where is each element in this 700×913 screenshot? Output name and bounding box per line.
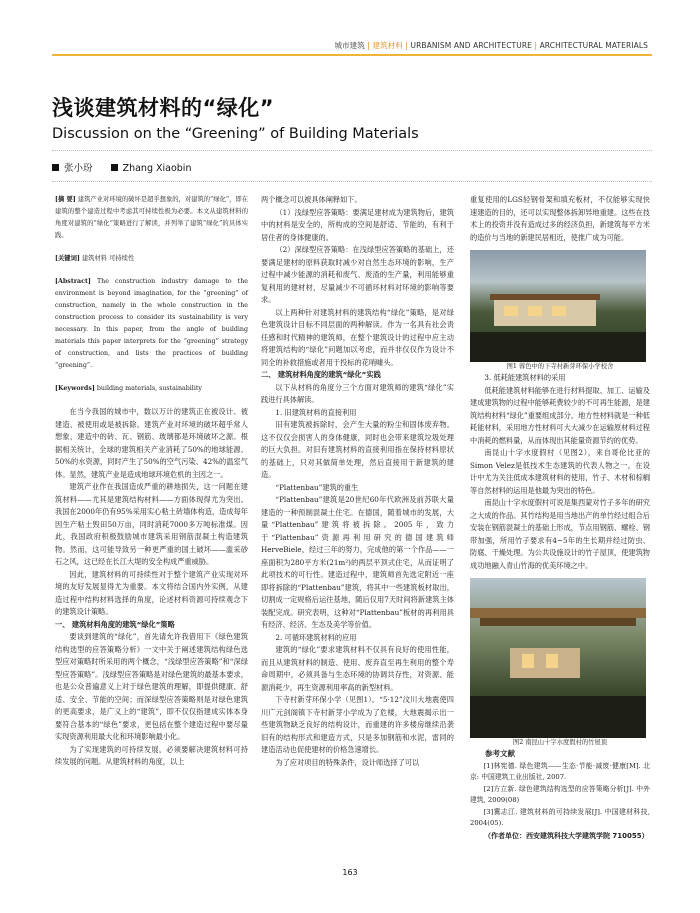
figure-1-caption: 图1 蓉色中的下寺村新芽环保小学校舍 [506, 363, 614, 370]
keywords-en: [Keywords] building materials, sustainability [55, 385, 202, 392]
column-1 [55, 194, 248, 769]
figure-2-photo [470, 578, 646, 738]
paragraph: 因此，建筑材料的可持续性对于整个建筑产业实现对环境的友好发展显得尤为重要。本文将结合国内外实例，从建造过程中结构材料选择的角度，论述材料资源可持续观念下的建筑设计策略。 [55, 569, 248, 616]
keywords-zh: [关键词] 建筑材料 可持续性 [55, 255, 135, 262]
paragraph: （2）深绿型应答策略：在浅绿型应答策略的基础上，还要满足建材的原料获取时减少对自然生态环境的影响，生产过程中减少能源的消耗和废气、废渣的生产量，利用能够重复利用的建材材，尽量减少不可循环材料对环境的影响等要求。 [261, 245, 454, 304]
running-header [334, 40, 648, 51]
paragraph: 在当今我国的城市中，数以万计的建筑正在被设计、被建造、被使用或是被拆除。建筑产业对环境的破坏超乎常人想象，建造中的砖、瓦、钢筋、玻璃都是环境破坏之源。根据相关统计，全球的建筑相关产业消耗了50%的地球能源、50%的水资源，同时产生了50%的空气污染、42%的温室气体。显然，建筑产业是造成地球环境危机的主因之一。 [55, 407, 248, 479]
paragraph: 建筑的“绿化”要求建筑材料不仅具有良好的使用性能，而且从建筑材料的制造、使用、废弃直至再生利用的整个寿命周期中，必须具备与生态环境的协调共存性，对资源、能源消耗少，再生资源利用率高的新型材料。 [261, 645, 454, 692]
paragraph: （1）浅绿型应答策略：要满足建材成为建筑物后，建筑中的材料是安全的，所构成的空间是舒适、节能的，有利于居住者的身体健康的。 [261, 207, 454, 242]
page-number: 163 [342, 868, 358, 877]
divider [52, 150, 652, 151]
column-3 [470, 194, 650, 842]
subheading: 1. 旧建筑材料的直接利用 [275, 407, 357, 417]
paragraph: 南昆山十字水度假村（见图2），来自哥伦比亚的Simon Velez是低技术生态建筑的代表人物之一，在设计中尤为关注低成本建筑材料的使用，竹子、木材和棕榈等自然材料的运用是他最为突出的特色。 [470, 448, 650, 495]
paragraph: “Plattenbau”建筑是20世纪60年代欧洲及前苏联大量建造的一种预制混凝土住宅。在德国，随着城市的发展，大量“Plattenbau”建筑将被拆除。2005年，致力于“Plattenbau”资源再利用研究的德国建筑师HerveBiele，经过三年的努力，完成他的第一个作品——一座面积为280平方米(21m²)的两层平顶式住宅，从而证明了此项技术的可行性。建造过程中，建筑师首先选定附近一座即将拆除的“Plattenbau”建筑，将其中一些建筑板材取出，切割成一定规格后运往基地，随后仅用7天时间将新建筑主体装配完成。研究表明，这种对“Plattenbau”板材的再利用具有经济、经济、生态及美学等价值。 [261, 495, 454, 629]
reference-item: [3]冀志江. 建筑材料的可持续发展[J]. 中国建材科技, 2004(05). [470, 807, 650, 827]
paragraph: 建筑产业作在我国造成严重的耕地损失，这一问题在建筑材料——尤其是建筑结构材料——方面体现得尤为突出。我国在2000年仍有95%采用实心粘土砖墙体构造，造成每年因生产粘土毁田50万亩，同时消耗7000多万吨标准煤。因此，我国政府积极鼓励城市建筑采用钢筋混凝土构造建筑物。然而，这可能导致另一种更严重的国土破坏——滥采砂石之风，这已经在长江大堤的安全构成严重威胁。 [55, 482, 248, 566]
abstract-zh: [摘 要] 建筑产业对环境的破坏是超乎想象的，对建筑的“绿化”，即在建筑的整个建造过程中考虑其可持续性极为必要。本文从建筑材料的角度对建筑的“绿化”策略进行了解读，并列举了建筑“绿化”的具体实践。 [55, 196, 248, 239]
header-topic-zh: 建筑材料 [372, 41, 403, 50]
paragraph: 旧有建筑被拆除时，会产生大量的粉尘和固体废弃物。这不仅仅会损害人的身体健康，同时也会带来建筑垃圾处理的巨大负担。对旧有建筑材料的直接利用指在保持材料原状的基础上，只对其做简单处理，然后直接用于新建筑的建造。 [261, 420, 454, 479]
header-rule [52, 54, 652, 56]
subheading: 2. 可循环建筑材料的应用 [275, 632, 357, 642]
bullet-square-icon [111, 164, 118, 171]
paragraph: 两个概念可以被具体阐释如下。 [261, 195, 362, 204]
paragraph: 要谈到建筑的“绿化”，首先请允许我借用下《绿色建筑结构选型的应答策略分析》一文中关于阐述建筑结构绿色选型应对策略时所采用的两个概念，“浅绿型应答策略”和“深绿型应答策略”。浅绿型应答策略是对绿色建筑的最基本要求，也是公众普遍意义上对于绿色建筑的理解，即提供健康、舒适、安全、节能的空间；而深绿型应答策略则是对绿色建筑的更高要求，是广义上的“建筑”，即不仅仅指建成实体本身要符合基本的“绿色”要求，更包括在整个建造过程中要尽量实现资源利用最大化和环境影响最小化。 [55, 632, 248, 741]
divider [52, 181, 652, 182]
column-2 [261, 194, 454, 769]
author-affiliation: （作者单位：西安建筑科技大学建筑学院 710055） [484, 831, 649, 840]
subheading: “Plattenbau”建筑的重生 [275, 482, 359, 492]
header-separator: | [367, 41, 371, 50]
paragraph: 重复使用的LGS轻钢骨架和填充板材，不仅能够实现快速建造的目的，还可以实现整体拆卸异地重建。这些在技术上的投资并没有造成过多的经济负担，新建筑每平方米的造价与当地的新建民居相近，使推广成为可能。 [470, 195, 650, 242]
paragraph: 以下从材料的角度分三个方面对建筑师的建筑“绿化”实践进行具体解读。 [261, 382, 454, 404]
bullet-square-icon [52, 164, 59, 171]
abstract-en: [Abstract] The construction industry damage to the environment is beyond imagination, for the “greening” of construction, namely in the whole construction in the construction process to consider its sustainability is very necessary. In this paper, from the angle of building materials this paper interprets for the “greening” strategy of construction, and lists the practices of building “greening”. [55, 278, 248, 369]
paragraph: 以上两种针对建筑材料的建筑结构“绿化”策略，是对绿色建筑设计目标不同层面的两种解读。作为一名具有社会责任感和时代精神的建筑师，在整个建筑设计的过程中应主动将建筑结构的“绿化”问题加以考虑，而并非仅仅作为设计不同全的补救措施或者用于投标的花哨噱头。 [261, 307, 454, 367]
reference-item: [1]林宪德. 绿色建筑——生态·节能·减废·健康[M]. 北京: 中国建筑工业出版社, 2007. [470, 761, 650, 781]
header-separator: | [534, 41, 538, 50]
author-en: Zhang Xiaobin [122, 163, 192, 174]
paragraph: 为了应对项目的特殊条件，设计师选择了可以 [275, 757, 420, 767]
paragraph: 南昆山十字水度假村可说是集西蒙对竹子多年的研究之大成的作品。其竹结构是用当地出产的单竹经过组合后安装在钢筋混凝土的基础上形成，节点用钢筋、螺栓、钢带加强，所用竹子要求有4~5年的生长期并经过防虫、防腐、干燥处理。为公共设施设计的竹子屋顶，使建筑物成功地融入青山竹海的优美环境之中。 [470, 498, 650, 570]
references-heading: 参考文献 [485, 749, 515, 758]
figure-1-photo [470, 250, 646, 362]
section-heading: 一、 建筑材料角度的建筑“绿化”策略 [55, 619, 175, 629]
paragraph: 低耗能建筑材料能够在进行材料提取、加工、运输及建成建筑物的过程中能够耗费较少的不可再生能源，是建筑结构材料“绿化”重要组成部分。地方性材料就是一种低耗能材料，采用地方性材料可大大减少在运输原材料过程中消耗的燃料量，从而体现出其能量资源节约的优势。 [470, 385, 650, 445]
header-section-zh: 城市建筑 [334, 41, 365, 50]
title-en: Discussion on the “Greening” of Building Materials [52, 126, 419, 142]
paragraph: 为了实现建筑的可持续发展，必须要解决建筑材料可持续发展的问题。从建筑材料的角度，以上 [55, 744, 248, 766]
author-line [52, 160, 191, 174]
subheading: 3. 低耗能建筑材料的采用 [484, 373, 566, 382]
author-zh: 张小玢 [64, 163, 93, 174]
title-zh: 浅谈建筑材料的“绿化” [52, 96, 275, 120]
section-heading: 二、 建筑材料角度的建筑“绿化”实践 [261, 370, 381, 379]
paragraph: 下寺村新芽环保小学（见图1）。“5·12”汶川大地震使四川广元剑阁镇下寺村新芽小学成为了危楼，大地震揭示出一些建筑物缺乏良好的结构设计，而重建的许多楼房继续沿袭旧有的结构形式和建造方式，只是多加钢筋和水泥，雷同的建造活动也促使建材的价格急速增长。 [261, 695, 454, 754]
header-separator: | [405, 41, 409, 50]
header-topic-en: ARCHITECTURAL MATERIALS [539, 41, 648, 50]
header-section-en: URBANISM AND ARCHITECTURE [410, 41, 532, 50]
figure-2-caption: 图2 南昆山十字水度假村的竹屋顶 [512, 739, 608, 746]
reference-item: [2]方立新. 绿色建筑结构选型的应答策略分析[J]. 中外建筑, 2009(08) [470, 784, 650, 804]
